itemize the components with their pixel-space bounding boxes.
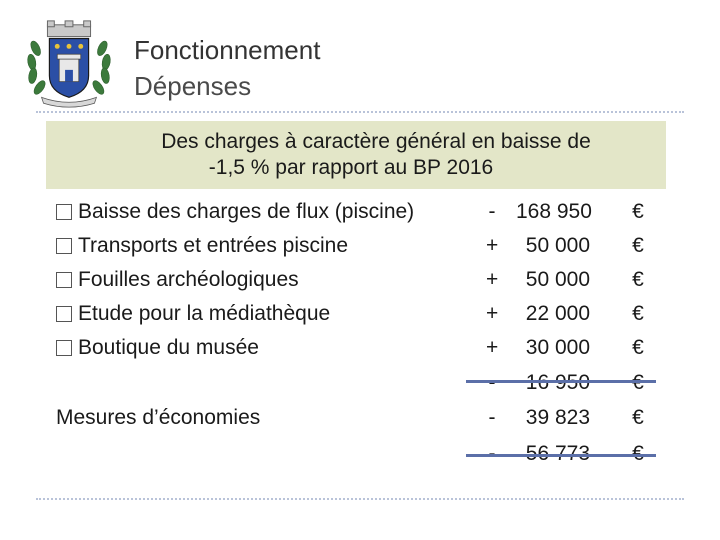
subtotal-currency: € <box>632 371 644 394</box>
list-item <box>0 195 720 229</box>
subtotal-row <box>0 366 720 400</box>
total-currency: € <box>632 442 644 465</box>
item-sign: - <box>488 200 496 223</box>
item-sign: + <box>486 302 499 325</box>
item-currency: € <box>632 234 644 257</box>
banner-line-2: -1,5 % par rapport au BP 2016 <box>208 156 494 179</box>
item-amount: 50 000 <box>525 234 590 257</box>
item-label: Transports et entrées piscine <box>78 234 349 257</box>
bottom-divider <box>36 498 684 500</box>
item-label: Boutique du musée <box>78 336 259 359</box>
item-sign: + <box>486 268 499 291</box>
item-amount: 30 000 <box>525 336 590 359</box>
item-sign: + <box>486 234 499 257</box>
checkbox-bullet-icon <box>56 238 72 254</box>
item-amount: 168 950 <box>516 200 592 223</box>
economies-row <box>0 401 720 435</box>
list-item <box>0 331 720 365</box>
checkbox-bullet-icon <box>56 340 72 356</box>
economies-amount: 39 823 <box>525 406 590 429</box>
list-item <box>0 297 720 331</box>
item-currency: € <box>632 302 644 325</box>
item-amount: 50 000 <box>525 268 590 291</box>
top-divider <box>36 111 684 113</box>
item-currency: € <box>632 200 644 223</box>
checkbox-bullet-icon <box>56 272 72 288</box>
checkbox-bullet-icon <box>56 306 72 322</box>
list-item <box>0 263 720 297</box>
item-currency: € <box>632 268 644 291</box>
page-title: Fonctionnement <box>134 35 321 65</box>
coat-of-arms-icon <box>20 18 118 110</box>
item-label: Fouilles archéologiques <box>78 268 299 291</box>
total-sum-line <box>466 454 656 457</box>
item-label: Baisse des charges de flux (piscine) <box>78 200 415 223</box>
economies-sign: - <box>488 406 496 429</box>
economies-label: Mesures d’économies <box>56 406 261 429</box>
summary-banner <box>46 121 666 189</box>
economies-currency: € <box>632 406 644 429</box>
item-sign: + <box>486 336 499 359</box>
total-amount: 56 773 <box>525 442 590 465</box>
page-subtitle: Dépenses <box>134 71 252 101</box>
list-item <box>0 229 720 263</box>
subtotal-sign: - <box>488 371 496 394</box>
item-currency: € <box>632 336 644 359</box>
item-label: Etude pour la médiathèque <box>78 302 331 325</box>
banner-line-1: Des charges à caractère général en baisse de <box>161 130 591 153</box>
total-sign: - <box>488 442 496 465</box>
item-amount: 22 000 <box>525 302 590 325</box>
checkbox-bullet-icon <box>56 204 72 220</box>
subtotal-amount: 16 950 <box>525 371 590 394</box>
subtotal-sum-line <box>466 380 656 383</box>
